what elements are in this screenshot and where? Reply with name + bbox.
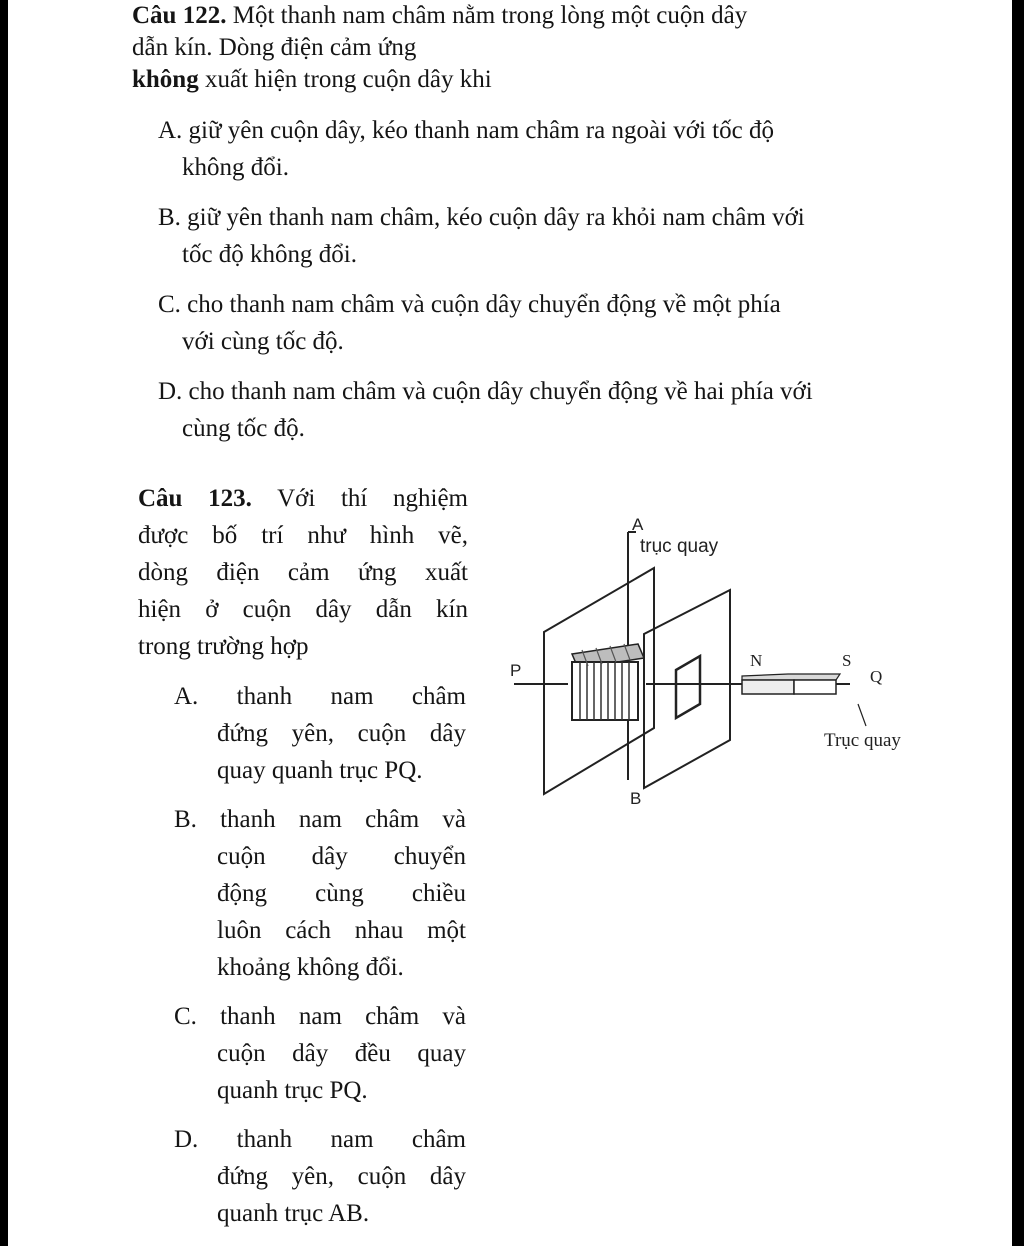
pointer-line bbox=[858, 704, 866, 726]
magnet-south-half bbox=[794, 680, 836, 694]
question-123-line-3: dòng điện cảm ứng xuất bbox=[138, 559, 468, 586]
question-122-options bbox=[158, 112, 918, 460]
option-line: C. thanh nam châm và bbox=[174, 1003, 466, 1030]
option-text: C. cho thanh nam châm và cuộn dây chuyển động về một phía bbox=[158, 291, 781, 318]
coil-magnet-diagram bbox=[496, 504, 916, 818]
left-frame-border bbox=[0, 0, 8, 1246]
experiment-figure bbox=[496, 504, 916, 818]
option-text-continued: không đổi. bbox=[182, 154, 289, 181]
option-line: quanh trục PQ. bbox=[217, 1077, 368, 1104]
label-n: N bbox=[750, 651, 763, 670]
question-123-options bbox=[174, 678, 466, 1244]
option-line: quay quanh trục PQ. bbox=[217, 757, 423, 784]
label-b: B bbox=[630, 789, 642, 808]
option-line: đứng yên, cuộn dây bbox=[217, 1163, 466, 1190]
question-122-option-d bbox=[158, 373, 918, 447]
label-p: P bbox=[510, 661, 522, 680]
option-line: D. thanh nam châm bbox=[174, 1126, 466, 1153]
option-line: cuộn dây đều quay bbox=[217, 1040, 466, 1067]
question-122-option-c bbox=[158, 286, 918, 360]
question-123-text-1: Với thí nghiệm bbox=[277, 485, 468, 512]
question-123-line-1 bbox=[138, 480, 468, 517]
question-123 bbox=[138, 480, 468, 665]
question-122-line-1 bbox=[132, 0, 902, 32]
label-q: Q bbox=[870, 667, 883, 686]
question-123-option-b bbox=[174, 801, 466, 986]
bar-magnet bbox=[742, 674, 840, 694]
question-122-emphasis: không bbox=[132, 66, 199, 93]
option-line: cuộn dây chuyển bbox=[217, 843, 466, 870]
question-122-text-3: xuất hiện trong cuộn dây khi bbox=[198, 66, 492, 93]
option-line: đứng yên, cuộn dây bbox=[217, 720, 466, 747]
option-text: D. cho thanh nam châm và cuộn dây chuyển động về hai phía với bbox=[158, 378, 813, 405]
option-line: quanh trục AB. bbox=[217, 1200, 370, 1227]
option-line: luôn cách nhau một bbox=[217, 917, 466, 944]
question-122 bbox=[132, 0, 902, 96]
option-text: A. giữ yên cuộn dây, kéo thanh nam châm ra ngoài với tốc độ bbox=[158, 117, 774, 144]
question-123-line-5: trong trường hợp bbox=[138, 633, 309, 660]
question-122-number: Câu 122. bbox=[132, 2, 227, 29]
right-plane bbox=[644, 590, 730, 788]
label-truc-quay-right: Trục quay bbox=[824, 730, 901, 751]
question-123-line-2: được bố trí như hình vẽ, bbox=[138, 522, 468, 549]
question-123-option-c bbox=[174, 998, 466, 1109]
magnet-north-half bbox=[742, 680, 794, 694]
question-123-option-d bbox=[174, 1121, 466, 1232]
label-a: A bbox=[632, 515, 644, 534]
label-truc-quay-top: trục quay bbox=[640, 536, 719, 557]
option-text-continued: tốc độ không đổi. bbox=[182, 241, 357, 268]
question-122-option-a bbox=[158, 112, 918, 186]
coil-body bbox=[572, 662, 638, 720]
option-line: B. thanh nam châm và bbox=[174, 806, 466, 833]
document-page bbox=[8, 0, 1012, 1246]
plane-window bbox=[676, 656, 700, 718]
option-line: khoảng không đổi. bbox=[217, 954, 404, 981]
question-122-text-1: Một thanh nam châm nằm trong lòng một cuộn dây bbox=[226, 2, 748, 29]
option-line: động cùng chiều bbox=[217, 880, 466, 907]
option-line: A. thanh nam châm bbox=[174, 683, 466, 710]
right-frame-border bbox=[1012, 0, 1024, 1246]
question-122-line-2: dẫn kín. Dòng điện cảm ứng bbox=[132, 34, 417, 61]
option-text: B. giữ yên thanh nam châm, kéo cuộn dây ra khỏi nam châm với bbox=[158, 204, 805, 231]
question-122-line-3 bbox=[132, 64, 902, 96]
question-123-option-a bbox=[174, 678, 466, 789]
question-123-line-4: hiện ở cuộn dây dẫn kín bbox=[138, 596, 468, 623]
coil bbox=[572, 644, 644, 720]
option-text-continued: cùng tốc độ. bbox=[182, 415, 305, 442]
option-text-continued: với cùng tốc độ. bbox=[182, 328, 344, 355]
label-s: S bbox=[842, 651, 852, 670]
magnet-top bbox=[742, 674, 840, 680]
question-122-option-b bbox=[158, 199, 918, 273]
question-123-number: Câu 123. bbox=[138, 485, 252, 512]
